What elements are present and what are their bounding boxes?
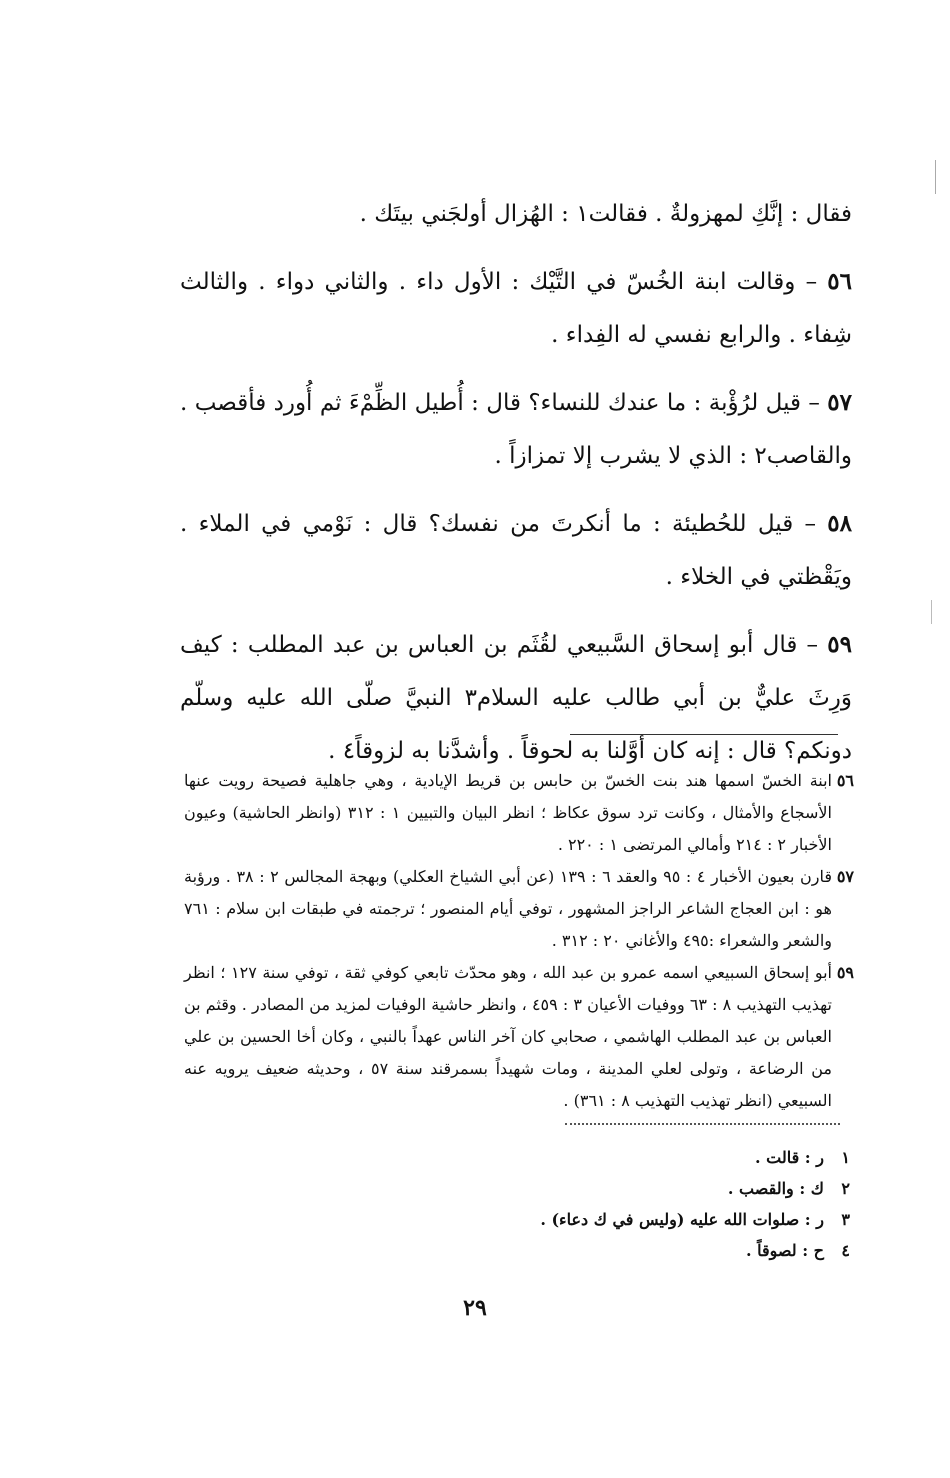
footnote-text: قارن بعيون الأخبار ٤ : ٩٥ والعقد ٦ : ١٣٩ (عن أبي الشياخ العكلي) وبهجة المجالس ٢ : ٣٨ . ورؤبة هو : ابن العجاج الشاعر الراجز المشهور ، توفي أيام المنصور ؛ ترجمته في طبقات ابن سلام : ٧٦١ والشعر والشعراء :٤٩٥ والأغاني ٢٠ : ٣١٢ . bbox=[184, 867, 833, 950]
paragraph-text: – وقالت ابنة الخُسّ في التَّيْك : الأول داء . والثاني دواء . والثالث شِفاء . والرابع نفسي له الفِداء . bbox=[180, 269, 852, 348]
paragraph-number: ٥٦ bbox=[827, 268, 852, 295]
variant-text: ر : قالت . bbox=[754, 1148, 824, 1167]
scan-edge-mark bbox=[931, 600, 932, 624]
variant-number: ٤ bbox=[841, 1241, 850, 1260]
paragraph-58 bbox=[180, 497, 852, 604]
footnote-number: ٥٩ bbox=[836, 963, 854, 982]
main-text bbox=[180, 188, 852, 792]
footnote-text: ابنة الخسّ اسمها هند بنت الخسّ بن حابس بن قريط الإيادية ، وهي جاهلية فصيحة رويت عنها الأسجاع والأمثال ، وكانت ترد سوق عكاظ ؛ انظر البيان والتبيين ١ : ٣١٢ (وانظر الحاشية) وعيون الأخبار ٢ : ٢١٤ وأمالي المرتضى ١ : ٢٢٠ . bbox=[184, 771, 832, 854]
footnote-number: ٥٧ bbox=[836, 867, 854, 886]
intro-line: فقال : إنَّكِ لمهزولةٌ . فقالت١ : الهُزال أولجَني بيتَك . bbox=[359, 201, 852, 227]
variant-note bbox=[470, 1142, 850, 1173]
manuscript-variants bbox=[470, 1142, 850, 1266]
footnote-separator bbox=[570, 734, 838, 735]
variant-note bbox=[470, 1173, 850, 1204]
page-number: ٢٩ bbox=[463, 1295, 487, 1321]
variant-text: ر : صلوات الله عليه (وليس في ك دعاء) . bbox=[540, 1210, 824, 1229]
variant-number: ٣ bbox=[841, 1210, 850, 1229]
footnote-56 bbox=[184, 765, 854, 861]
paragraph-number: ٥٨ bbox=[827, 510, 853, 537]
scan-edge-mark bbox=[935, 160, 936, 194]
paragraph-text: – قيل للحُطيئة : ما أنكرتَ من نفسك؟ قال : نَوْمي في الملاء . ويَقْظتي في الخلاء . bbox=[180, 511, 852, 590]
paragraph-text: – قال أبو إسحاق السَّبيعي لقُثَم بن العباس بن عبد المطلب : كيف وَرِثَ عليٌّ بن أبي طالب عليه السلام٣ النبيَّ صلّى الله عليه وسلّم دونكم؟ قال : إنه كان أوَّلنا به لحوقاً . وأشدَّنا به لزوقاً٤ . bbox=[180, 632, 853, 764]
paragraph-number: ٥٩ bbox=[827, 631, 852, 658]
footnote-57 bbox=[184, 861, 854, 957]
footnotes bbox=[184, 765, 854, 1117]
footnote-text: أبو إسحاق السبيعي اسمه عمرو بن عبد الله ، وهو محدّث تابعي كوفي ثقة ، توفي سنة ١٢٧ ؛ انظر تهذيب التهذيب ٨ : ٦٣ ووفيات الأعيان ٣ : ٤٥٩ ، وانظر حاشية الوفيات لمزيد من المصادر . وقثم بن العباس بن عبد المطلب الهاشمي ، صحابي كان آخر الناس عهداً بالنبي ، وكان أخا الحسين بن علي من الرضاعة ، وتولى لعلي المدينة ، ومات شهيداً بسمرقند سنة ٥٧ ، وحديثه ضعيف يرويه عنه السبيعي (انظر تهذيب التهذيب ٨ : ٣٦١) . bbox=[184, 963, 832, 1110]
paragraph-text: – قيل لرُؤْبة : ما عندك للنساء؟ قال : أُطيل الظِّمْءَ ثم أُورد فأقصب . والقاصب٢ : الذي لا يشرب إلا تمزازاً . bbox=[180, 390, 852, 469]
variant-note bbox=[470, 1204, 850, 1235]
variant-text: ك : والقصب . bbox=[727, 1179, 824, 1198]
footnote-59 bbox=[184, 957, 854, 1117]
footnote-number: ٥٦ bbox=[836, 771, 854, 790]
variant-number: ٢ bbox=[841, 1179, 850, 1198]
paragraph-56 bbox=[180, 255, 852, 362]
paragraph-number: ٥٧ bbox=[827, 389, 852, 416]
paragraph-59 bbox=[180, 618, 852, 778]
variants-separator bbox=[565, 1123, 840, 1125]
variant-number: ١ bbox=[841, 1148, 850, 1167]
paragraph-57 bbox=[180, 376, 852, 483]
variant-text: ح : لصوقاً . bbox=[745, 1241, 824, 1260]
variant-note bbox=[470, 1235, 850, 1266]
